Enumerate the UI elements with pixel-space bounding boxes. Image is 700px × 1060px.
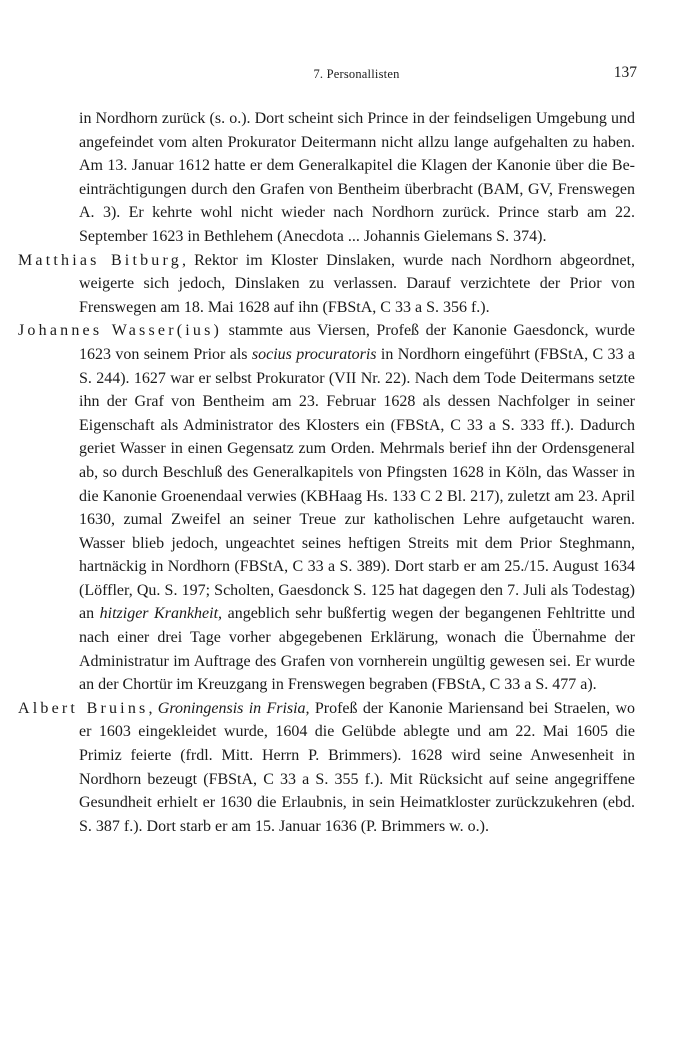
entry-text bbox=[18, 319, 636, 697]
italic-segment: socius procuratoris bbox=[251, 345, 377, 363]
text-segment: stammte aus Viersen, Profeß der Kanonie Gaesdonck, wurde 1623 von seinem Prior als bbox=[79, 322, 636, 363]
person-name: Johannes Wasser(ius) bbox=[18, 322, 223, 340]
text-segment: , bbox=[148, 699, 158, 717]
page-body bbox=[18, 107, 636, 838]
text-segment: in Nordhorn zurück (s. o.). Dort scheint sich Prince in der feindseligen Umgebung und angefeindet vom alten Prokurator Deitermann nicht allzu lange aufgehalten zu haben. Am 13. Januar 1612 hatte er dem Generalkapitel die Klagen der Kanonie über die Beeinträchtigungen durch den Grafen von Bentheim überbracht (BAM, GV, Frenswegen A. 3). Er kehrte wohl nicht wieder nach Nordhorn zurück. Prince starb am 22. September 1623 in Bethlehem (Anecdota ... Johannis Gielemans S. 374). bbox=[79, 110, 635, 245]
person-name: Albert Bruins bbox=[18, 699, 149, 717]
running-head: 7. Personallisten bbox=[313, 67, 400, 81]
italic-segment: hitziger Krankheit, bbox=[99, 605, 223, 623]
entry-albert-bruins bbox=[18, 697, 636, 839]
entry-matthias-bitburg bbox=[18, 249, 636, 320]
text-segment: in Nordhorn eingeführt (FBStA, C 33 a S. 244). 1627 war er selbst Prokurator (VII Nr. 22). Nach dem Tode Deitermans setzte ihn der Graf von Bentheim am 23. Februar 1628 als dessen Nachfolger in seiner Eigenschaft als Administrator des Klosters ein (FBStA, C 33 a S. 333 ff.). Dadurch geriet Wasser in einen Gegensatz zum Orden. Mehrmals berief ihn der Ordensgeneral ab, so durch Beschluß des Generalkapitels von Pfingsten 1628 in Köln, das Wasser in die Kanonie Groenendaal verwies (KBHaag Hs. 133 C 2 Bl. 217), zuletzt am 23. April 1630, zumal Zweifel an seiner Treue zur katholischen Lehre aufgetaucht waren. Wasser blieb jedoch, ungeachtet seines heftigen Streits mit dem Prior Steghmann, hartnäckig in Nordhorn (FBStA, C 33 a S. 389). Dort starb er am 25./15. August 1634 (Löffler, Qu. S. 197; Scholten, Gaesdonck S. 125 hat dagegen den 7. Juli als Todestag) an bbox=[79, 345, 636, 623]
entry-text bbox=[79, 107, 635, 249]
page-number: 137 bbox=[613, 64, 637, 81]
page-header bbox=[76, 64, 637, 84]
text-segment: Profeß der Kanonie Mariensand bei Straelen, wo er 1603 eingekleidet wurde, 1604 die Gelübde ablegte und am 22. Mai 1605 die Primiz feierte (frdl. Mitt. Herrn P. Brimmers). 1628 wird seine Anwesenheit in Nordhorn bezeugt (FBStA, C 33 a S. 355 f.). Mit Rücksicht auf seine angegriffene Gesundheit erhielt er 1630 die Erlaubnis, in sein Heimatkloster zurückzukehren (ebd. S. 387 f.). Dort starb er am 15. Januar 1636 (P. Brimmers w. o.). bbox=[79, 699, 636, 835]
text-segment: angeblich sehr bußfertig wegen der begangenen Fehltritte und nach einer drei Tage vorher abgegebenen Erklärung, wonach die Übernahme der Administratur im Auftrage des Grafen von vornherein ungültig gewesen sei. Er wurde an der Chortür im Kreuzgang in Frenswegen begraben (FBStA, C 33 a S. 477 a). bbox=[79, 605, 636, 694]
entry-text bbox=[18, 697, 636, 839]
person-name: Matthias Bitburg bbox=[18, 251, 182, 269]
text-segment: , Rektor im Kloster Dinslaken, wurde nach Nordhorn abgeordnet, weigerte sich jedoch, Dinslaken zu verlassen. Darauf verzichtete der Prior von Frenswegen am 18. Mai 1628 auf ihn (FBStA, C 33 a S. 356 f.). bbox=[79, 251, 636, 316]
entry-text bbox=[18, 249, 636, 320]
entry-johannes-wasser bbox=[18, 319, 636, 697]
entry-continuation bbox=[79, 107, 635, 249]
italic-segment: Groningensis in Frisia, bbox=[157, 699, 310, 717]
